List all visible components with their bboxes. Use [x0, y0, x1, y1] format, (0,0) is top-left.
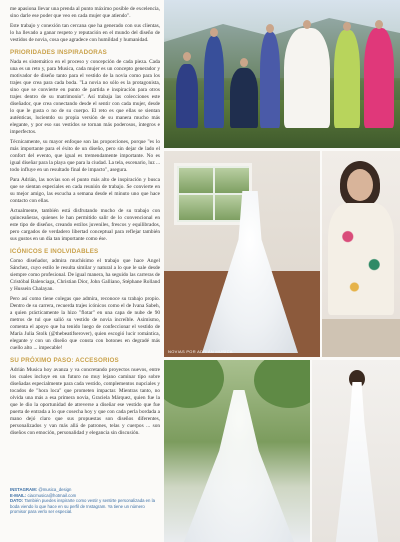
model-dress: [176, 64, 198, 128]
section-heading: ICÓNICOS E INOLVIDABLES: [10, 248, 99, 255]
section-paragraph: Para Adrián, las novias son el punto más alto de inspiración y busca que se sientan especiales en cada reunión de trabajo. Se convierte en su mejor amigo, las escucha a semana desde el minuto uno que hace contacto con ellas.: [10, 177, 160, 204]
section-paragraph: Nada es sistemático en el proceso y concepción de cada pieza. Cada una es un reto y, para Musica, cada mujer es un concepto generador y motivador de diseño tanto para el vestido de la novia como para los trajes que crea para cada boda. "La novia no sólo es la protagonista, sino que se convierte en punto de partida e inspiración para otros trajes dentro de su matrimonio". Así trabaja las colecciones este diseñador, que crea conectando desde el sentir con cada mujer, desde lo que le gusta o no de su cuerpo. El reto es que ellas se sientan auténticas, lucientdo su propia versión de su manera mucho más elegante, y por eso sus vestidos se tornan más poderosos, íntegros e imperfectos.: [10, 59, 160, 135]
model-dress: [260, 32, 280, 128]
bridal-veil: [184, 390, 294, 542]
email-label: E-MAIL:: [10, 492, 27, 498]
note-text: También puedes inspirarte como vestir y sentirte personalizada en la boda viendo lo que hace en su perfil de Instagram. Ya tiene un número promisor para verlo ser especial.: [10, 498, 155, 515]
model-dress: [334, 30, 360, 128]
intro-paragraph: Este trabajo y conexión tan cercana que ha generado con sus clientas, lo ha llevado a ganar respeto y reputación en el mundo del diseño de vestidos de novia, cosa que agradece con humildad y humanidad.: [10, 23, 160, 43]
photo-caption: NOVIAS POR ADRIÁN MUSICA: [168, 349, 233, 354]
section-heading: PRIORIDADES INSPIRADORAS: [10, 49, 107, 56]
instagram-handle[interactable]: @musica_design: [38, 487, 72, 492]
model-dress: [364, 28, 394, 128]
portrait-face: [347, 169, 373, 201]
note-label: DATO:: [10, 498, 24, 504]
model-head: [343, 22, 351, 31]
floral-blouse: [328, 203, 394, 315]
section-heading: SU PRÓXIMO PASO: ACCESORIOS: [10, 357, 119, 364]
bride-dress: [334, 382, 380, 542]
note-credit: [10, 498, 160, 515]
section-paragraph: Actualmente, también está disfrutando mucho de su trabajo con quinceañeras, quienes le han permitido salir de lo convencional en este tipo de diseños, creando estilos juveniles, frescos y equilibrados, pero cargados de verdadero libertad conceptual para reflejar también sus gustos en un día tan importante como ése.: [10, 208, 160, 242]
model-head: [266, 24, 274, 33]
section-paragraph: Pero así como tiene colegas que admira, reconoce su trabajo propio. Dentro de su carrera, recuerda trajes icónicos como el de Ivana Sabeh, a quien prácticamente la hizo "flotar" en una capa de nube de 90 metros de tul que salió su vestido de novia increíble. Asimismo, comenta el apoyo que ha tenido luego de confeccionar el vestido de María Julia Stolk (@thebeatifserover), quien escogió lucir romántica, elegante y con un diseño que consta con botones en degradé más cuello alto ... impecable!: [10, 296, 160, 351]
section-paragraph: Técnicamente, su mayor enfoque son las proporciones, porque "es lo más importante para el éxito de un diseño, pero sin dejar de lado el confort del evento, que igual es tremendamente importante. No es igual diseñar para la playa que para la ciudad. La tela, escenario, luz ... todo influye en un resultado final de impacto", asegura.: [10, 139, 160, 173]
bride-veil-garden-photo: [164, 360, 310, 542]
group-bridal-photo: [164, 0, 400, 148]
instagram-label: INSTAGRAM:: [10, 487, 38, 492]
bride-window-photo: [164, 151, 320, 357]
model-dress: [230, 68, 258, 128]
designer-portrait-photo: [322, 151, 400, 357]
model-head: [303, 20, 311, 29]
section-paragraph: Adrián Musica hoy avanza y va concretando proyectos nuevos, entre los cuales incluye en un futuro no muy lejano caminar tipo sobre diseñadas especialmente para cada vestido, complementos nupciales y tocados de "hora loca" que prometen impactar. Mientras tanto, no olvida una más a esa primera novia, Graciela Márquez, quien fue la que le dio la oportunidad de atreverse a diseñar ese vestido que fue puerta de entrada a lo que cosecha hoy y que con cada perla bordada a mano dejó claro que sus propuestas son diseños diferentes, personalizados y van más allá de patrones, telas y cuerpos ... son diseños con emoción, personalidad y elegancia sin discusión.: [10, 367, 160, 436]
article-credits: [10, 487, 160, 515]
bride-standing-photo: [312, 360, 400, 542]
model-head: [375, 20, 383, 29]
model-head: [210, 28, 218, 37]
email-address[interactable]: ciacmusica@hotmail.com: [27, 492, 77, 498]
model-head: [240, 58, 248, 67]
model-head: [183, 52, 191, 61]
model-dress: [284, 28, 330, 128]
model-dress: [204, 36, 224, 128]
background-shelf: [322, 319, 400, 357]
section-paragraph: Como diseñador, admira muchísimo el trabajo que hace Angel Sánchez, cuyo estilo le resulta similar y natural a lo que le sale desde siempre como profesional. De igual manera, ha seguido las carreras de Cristóbal Balenciaga, Christian Dior, John Galliano, Stéphane Rolland y Hussein Chalayan.: [10, 258, 160, 292]
intro-paragraph: me apasiona llevar una prenda al punto máximo posible de excelencia, sino darle ese poder que veo en cada mujer que atiendo".: [10, 6, 160, 19]
article-text-column: [10, 6, 160, 536]
window: [174, 163, 252, 225]
